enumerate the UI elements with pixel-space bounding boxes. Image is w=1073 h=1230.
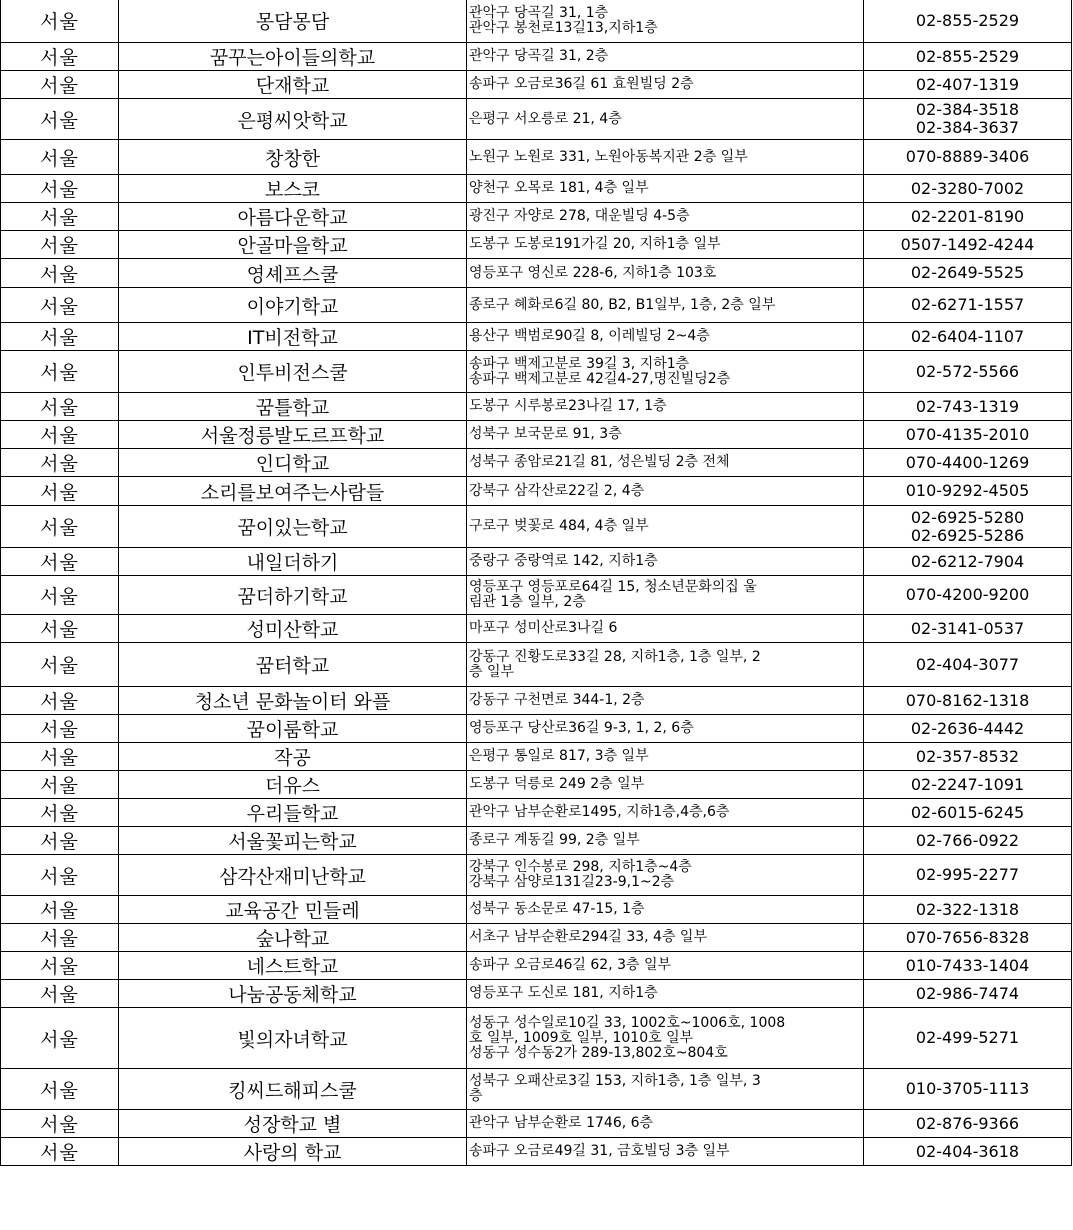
address-cell xyxy=(467,952,864,980)
phone-cell xyxy=(864,896,1072,924)
phone-cell xyxy=(864,855,1072,896)
region-cell: 서울 xyxy=(1,1008,119,1069)
region-cell: 서울 xyxy=(1,799,119,827)
region-cell: 서울 xyxy=(1,0,119,43)
address-line: 층 일부 xyxy=(469,663,515,680)
address-line: 송파구 오금로36길 61 효원빌딩 2층 xyxy=(469,76,694,92)
address-line: 은평구 서오릉로 21, 4층 xyxy=(469,110,622,127)
address-cell xyxy=(467,1138,864,1166)
phone-cell xyxy=(864,323,1072,351)
phone-number: 02-2201-8190 xyxy=(910,206,1025,226)
phone-cell xyxy=(864,1138,1072,1166)
school-name-cell: 삼각산재미난학교 xyxy=(119,855,467,896)
phone-number: 02-404-3077 xyxy=(915,654,1020,674)
region-cell: 서울 xyxy=(1,421,119,449)
school-name-cell: 더유스 xyxy=(119,771,467,799)
phone-cell xyxy=(864,799,1072,827)
phone-number: 02-572-5566 xyxy=(915,361,1020,381)
phone-cell xyxy=(864,743,1072,771)
school-name-cell: 서울꽃피는학교 xyxy=(119,827,467,855)
address-cell xyxy=(467,203,864,231)
region-cell: 서울 xyxy=(1,855,119,896)
address-cell xyxy=(467,259,864,288)
school-name-cell: 영셰프스쿨 xyxy=(119,259,467,288)
address-line: 강북구 삼양로131길23-9,1~2층 xyxy=(469,874,675,890)
phone-cell xyxy=(864,99,1072,140)
table-row xyxy=(1,99,1072,140)
phone-number: 02-6212-7904 xyxy=(910,551,1025,571)
table-row xyxy=(1,1138,1072,1166)
phone-number: 02-6271-1557 xyxy=(910,295,1025,314)
table-row xyxy=(1,175,1072,203)
phone-number: 02-855-2529 xyxy=(915,10,1020,30)
phone-cell xyxy=(864,924,1072,952)
region-cell: 서울 xyxy=(1,896,119,924)
school-name-cell: IT비전학교 xyxy=(119,323,467,351)
table-row xyxy=(1,506,1072,548)
school-name-cell: 인투비전스쿨 xyxy=(119,351,467,393)
region-cell: 서울 xyxy=(1,140,119,175)
phone-number: 02-3141-0537 xyxy=(910,618,1025,638)
phone-cell xyxy=(864,1110,1072,1138)
phone-cell xyxy=(864,715,1072,743)
address-cell xyxy=(467,1008,864,1069)
school-name-cell: 안골마을학교 xyxy=(119,231,467,259)
address-line: 송파구 백제고분로 39길 3, 지하1층 xyxy=(469,355,690,372)
table-body xyxy=(1,0,1072,1166)
region-cell: 서울 xyxy=(1,231,119,259)
table-row xyxy=(1,924,1072,952)
address-line: 서초구 남부순환로294길 33, 4층 일부 xyxy=(469,929,707,945)
table-row xyxy=(1,1069,1072,1110)
address-cell xyxy=(467,743,864,771)
region-cell: 서울 xyxy=(1,43,119,71)
region-cell: 서울 xyxy=(1,477,119,506)
school-name-cell: 꿈이룸학교 xyxy=(119,715,467,743)
address-line: 성북구 오패산로3길 153, 지하1층, 1층 일부, 3 xyxy=(469,1073,761,1089)
school-name-cell: 꿈틀학교 xyxy=(119,393,467,421)
table-row xyxy=(1,323,1072,351)
phone-number: 0507-1492-4244 xyxy=(900,234,1035,254)
address-cell xyxy=(467,827,864,855)
table-row xyxy=(1,43,1072,71)
school-name-cell: 성장학교 별 xyxy=(119,1110,467,1138)
address-line: 송파구 백제고분로 42길4-27,명진빌딩2층 xyxy=(469,370,731,387)
region-cell: 서울 xyxy=(1,924,119,952)
phone-number: 070-7656-8328 xyxy=(905,927,1030,947)
phone-number: 02-6015-6245 xyxy=(910,802,1025,822)
phone-number: 02-407-1319 xyxy=(915,74,1020,94)
school-name-cell: 우리들학교 xyxy=(119,799,467,827)
address-line: 강북구 삼각산로22길 2, 4층 xyxy=(469,482,645,499)
address-cell xyxy=(467,393,864,421)
region-cell: 서울 xyxy=(1,288,119,323)
table-row xyxy=(1,896,1072,924)
table-row xyxy=(1,687,1072,715)
region-cell: 서울 xyxy=(1,203,119,231)
region-cell: 서울 xyxy=(1,351,119,393)
phone-cell xyxy=(864,43,1072,71)
school-name-cell: 소리를보여주는사람들 xyxy=(119,477,467,506)
phone-number: 02-357-8532 xyxy=(915,746,1020,766)
address-line: 성북구 보국문로 91, 3층 xyxy=(469,426,622,442)
school-name-cell: 창창한 xyxy=(119,140,467,175)
table-row xyxy=(1,576,1072,615)
address-line: 강동구 진황도로33길 28, 지하1층, 1층 일부, 2 xyxy=(469,648,761,665)
address-cell xyxy=(467,980,864,1008)
address-cell xyxy=(467,1069,864,1110)
school-name-cell: 내일더하기 xyxy=(119,548,467,576)
school-name-cell: 빛의자녀학교 xyxy=(119,1008,467,1069)
address-line: 송파구 오금로49길 31, 금호빌딩 3층 일부 xyxy=(469,1143,730,1159)
address-line: 영등포구 영등포로64길 15, 청소년문화의집 울 xyxy=(469,579,757,595)
address-line: 층 xyxy=(469,1088,483,1104)
phone-cell xyxy=(864,548,1072,576)
school-name-cell: 꿈꾸는아이들의학교 xyxy=(119,43,467,71)
phone-cell xyxy=(864,140,1072,175)
school-name-cell: 청소년 문화놀이터 와플 xyxy=(119,687,467,715)
school-name-cell: 꿈더하기학교 xyxy=(119,576,467,615)
address-cell xyxy=(467,140,864,175)
region-cell: 서울 xyxy=(1,952,119,980)
table-row xyxy=(1,827,1072,855)
phone-number: 02-2247-1091 xyxy=(910,774,1025,794)
school-name-cell: 인디학교 xyxy=(119,449,467,477)
phone-number: 070-4135-2010 xyxy=(905,424,1030,444)
region-cell: 서울 xyxy=(1,99,119,140)
phone-number: 02-743-1319 xyxy=(915,396,1020,416)
phone-number: 02-6925-5286 xyxy=(910,525,1025,545)
phone-number: 070-4200-9200 xyxy=(905,585,1030,604)
address-cell xyxy=(467,548,864,576)
phone-cell xyxy=(864,1069,1072,1110)
region-cell: 서울 xyxy=(1,175,119,203)
address-line: 성북구 동소문로 47-15, 1층 xyxy=(469,901,645,917)
region-cell: 서울 xyxy=(1,715,119,743)
address-line: 도봉구 덕릉로 249 2층 일부 xyxy=(469,776,645,792)
address-line: 관악구 당곡길 31, 2층 xyxy=(469,48,609,64)
phone-number: 02-384-3518 xyxy=(915,100,1020,119)
table-row xyxy=(1,140,1072,175)
address-line: 중랑구 중랑역로 142, 지하1층 xyxy=(469,553,658,569)
address-line: 성북구 종암로21길 81, 성은빌딩 2층 전체 xyxy=(469,454,730,470)
address-line: 용산구 백범로90길 8, 이레빌딩 2~4층 xyxy=(469,328,710,344)
address-line: 호 일부, 1009호 일부, 1010호 일부 xyxy=(469,1029,694,1046)
table-row xyxy=(1,351,1072,393)
phone-number: 02-499-5271 xyxy=(915,1028,1020,1047)
address-cell xyxy=(467,421,864,449)
phone-number: 02-6404-1107 xyxy=(910,326,1025,346)
school-name-cell: 보스코 xyxy=(119,175,467,203)
address-cell xyxy=(467,924,864,952)
phone-number: 010-7433-1404 xyxy=(905,955,1030,975)
region-cell: 서울 xyxy=(1,771,119,799)
school-name-cell: 나눔공동체학교 xyxy=(119,980,467,1008)
school-name-cell: 성미산학교 xyxy=(119,615,467,643)
phone-number: 02-995-2277 xyxy=(915,865,1020,884)
phone-number: 010-3705-1113 xyxy=(905,1079,1030,1098)
school-name-cell: 아름다운학교 xyxy=(119,203,467,231)
address-line: 관악구 당곡길 31, 1층 xyxy=(469,4,609,21)
region-cell: 서울 xyxy=(1,615,119,643)
address-cell xyxy=(467,0,864,43)
table-row xyxy=(1,615,1072,643)
table-row xyxy=(1,799,1072,827)
address-line: 종로구 계동길 99, 2층 일부 xyxy=(469,832,640,848)
address-line: 양천구 오목로 181, 4층 일부 xyxy=(469,180,649,196)
phone-cell xyxy=(864,203,1072,231)
address-line: 마포구 성미산로3나길 6 xyxy=(469,620,618,636)
school-name-cell: 꿈터학교 xyxy=(119,643,467,687)
phone-number: 02-876-9366 xyxy=(915,1113,1020,1133)
phone-cell xyxy=(864,449,1072,477)
table-row xyxy=(1,449,1072,477)
phone-cell xyxy=(864,393,1072,421)
region-cell: 서울 xyxy=(1,1138,119,1166)
phone-number: 070-8162-1318 xyxy=(905,690,1030,710)
address-cell xyxy=(467,43,864,71)
phone-cell xyxy=(864,231,1072,259)
table-row xyxy=(1,743,1072,771)
region-cell: 서울 xyxy=(1,743,119,771)
phone-number: 070-8889-3406 xyxy=(905,147,1030,166)
address-cell xyxy=(467,288,864,323)
phone-number: 02-384-3637 xyxy=(915,118,1020,137)
address-line: 노원구 노원로 331, 노원아동복지관 2층 일부 xyxy=(469,148,748,165)
address-line: 구로구 벚꽃로 484, 4층 일부 xyxy=(469,518,649,534)
phone-cell xyxy=(864,576,1072,615)
region-cell: 서울 xyxy=(1,323,119,351)
school-name-cell: 이야기학교 xyxy=(119,288,467,323)
phone-cell xyxy=(864,643,1072,687)
address-cell xyxy=(467,506,864,548)
table-row xyxy=(1,259,1072,288)
region-cell: 서울 xyxy=(1,548,119,576)
phone-number: 02-986-7474 xyxy=(915,983,1020,1003)
address-cell xyxy=(467,449,864,477)
table-row xyxy=(1,643,1072,687)
address-line: 관악구 봉천로13길13,지하1층 xyxy=(469,19,658,36)
table-row xyxy=(1,548,1072,576)
phone-cell xyxy=(864,421,1072,449)
table-row xyxy=(1,231,1072,259)
region-cell: 서울 xyxy=(1,827,119,855)
address-cell xyxy=(467,643,864,687)
table-row xyxy=(1,771,1072,799)
phone-cell xyxy=(864,506,1072,548)
address-line: 성동구 성수일로10길 33, 1002호~1006호, 1008 xyxy=(469,1014,786,1031)
phone-number: 010-9292-4505 xyxy=(905,481,1030,500)
school-name-cell: 단재학교 xyxy=(119,71,467,99)
address-cell xyxy=(467,231,864,259)
phone-cell xyxy=(864,827,1072,855)
school-name-cell: 숲나학교 xyxy=(119,924,467,952)
phone-number: 02-855-2529 xyxy=(915,46,1020,66)
phone-cell xyxy=(864,771,1072,799)
address-line: 도봉구 시루봉로23나길 17, 1층 xyxy=(469,398,667,414)
phone-cell xyxy=(864,477,1072,506)
phone-cell xyxy=(864,687,1072,715)
school-name-cell: 사랑의 학교 xyxy=(119,1138,467,1166)
address-cell xyxy=(467,323,864,351)
address-line: 영등포구 도신로 181, 지하1층 xyxy=(469,985,658,1001)
table-row xyxy=(1,71,1072,99)
address-cell xyxy=(467,615,864,643)
region-cell: 서울 xyxy=(1,643,119,687)
address-line: 광진구 자양로 278, 대운빌딩 4-5층 xyxy=(469,208,690,224)
region-cell: 서울 xyxy=(1,1110,119,1138)
phone-number: 02-404-3618 xyxy=(915,1141,1020,1161)
phone-cell xyxy=(864,259,1072,288)
address-line: 강동구 구천면로 344-1, 2층 xyxy=(469,692,645,708)
region-cell: 서울 xyxy=(1,449,119,477)
address-cell xyxy=(467,576,864,615)
table-row xyxy=(1,203,1072,231)
school-name-cell: 은평씨앗학교 xyxy=(119,99,467,140)
table-row xyxy=(1,1008,1072,1069)
region-cell: 서울 xyxy=(1,980,119,1008)
address-line: 영등포구 영신로 228-6, 지하1층 103호 xyxy=(469,264,717,281)
table-row xyxy=(1,421,1072,449)
school-name-cell: 서울정릉발도르프학교 xyxy=(119,421,467,449)
phone-number: 070-4400-1269 xyxy=(905,452,1030,472)
phone-number: 02-3280-7002 xyxy=(910,178,1025,198)
address-cell xyxy=(467,175,864,203)
region-cell: 서울 xyxy=(1,393,119,421)
school-name-cell: 몽담몽담 xyxy=(119,0,467,43)
phone-number: 02-766-0922 xyxy=(915,830,1020,850)
address-line: 강북구 인수봉로 298, 지하1층~4층 xyxy=(469,859,692,875)
table-row xyxy=(1,855,1072,896)
phone-number: 02-322-1318 xyxy=(915,899,1020,919)
address-line: 림관 1층 일부, 2층 xyxy=(469,594,586,610)
address-line: 영등포구 당산로36길 9-3, 1, 2, 6층 xyxy=(469,720,694,736)
region-cell: 서울 xyxy=(1,259,119,288)
phone-cell xyxy=(864,615,1072,643)
school-name-cell: 교육공간 민들레 xyxy=(119,896,467,924)
address-cell xyxy=(467,687,864,715)
phone-cell xyxy=(864,980,1072,1008)
region-cell: 서울 xyxy=(1,687,119,715)
address-line: 종로구 혜화로6길 80, B2, B1일부, 1층, 2층 일부 xyxy=(469,296,776,313)
address-line: 송파구 오금로46길 62, 3층 일부 xyxy=(469,957,672,973)
table-row xyxy=(1,715,1072,743)
table-row xyxy=(1,0,1072,43)
address-cell xyxy=(467,715,864,743)
address-line: 성동구 성수동2가 289-13,802호~804호 xyxy=(469,1044,728,1061)
address-cell xyxy=(467,99,864,140)
address-cell xyxy=(467,855,864,896)
phone-number: 02-2649-5525 xyxy=(910,263,1025,282)
address-cell xyxy=(467,1110,864,1138)
phone-cell xyxy=(864,1008,1072,1069)
school-name-cell: 킹씨드해피스쿨 xyxy=(119,1069,467,1110)
region-cell: 서울 xyxy=(1,506,119,548)
address-line: 관악구 남부순환로 1746, 6층 xyxy=(469,1115,654,1131)
phone-number: 02-2636-4442 xyxy=(910,718,1025,738)
phone-cell xyxy=(864,0,1072,43)
table-row xyxy=(1,952,1072,980)
phone-cell xyxy=(864,952,1072,980)
phone-cell xyxy=(864,71,1072,99)
region-cell: 서울 xyxy=(1,71,119,99)
region-cell: 서울 xyxy=(1,576,119,615)
phone-number: 02-6925-5280 xyxy=(910,507,1025,527)
table-row xyxy=(1,288,1072,323)
address-line: 은평구 통일로 817, 3층 일부 xyxy=(469,748,649,764)
address-cell xyxy=(467,771,864,799)
phone-cell xyxy=(864,175,1072,203)
phone-cell xyxy=(864,351,1072,393)
region-cell: 서울 xyxy=(1,1069,119,1110)
address-cell xyxy=(467,896,864,924)
table-row xyxy=(1,393,1072,421)
address-cell xyxy=(467,799,864,827)
address-cell xyxy=(467,71,864,99)
address-cell xyxy=(467,351,864,393)
table-row xyxy=(1,1110,1072,1138)
table-row xyxy=(1,980,1072,1008)
address-cell xyxy=(467,477,864,506)
address-line: 관악구 남부순환로1495, 지하1층,4층,6층 xyxy=(469,804,730,820)
school-name-cell: 꿈이있는학교 xyxy=(119,506,467,548)
table-row xyxy=(1,477,1072,506)
address-line: 도봉구 도봉로191가길 20, 지하1층 일부 xyxy=(469,236,721,252)
phone-cell xyxy=(864,288,1072,323)
school-name-cell: 네스트학교 xyxy=(119,952,467,980)
school-name-cell: 작공 xyxy=(119,743,467,771)
